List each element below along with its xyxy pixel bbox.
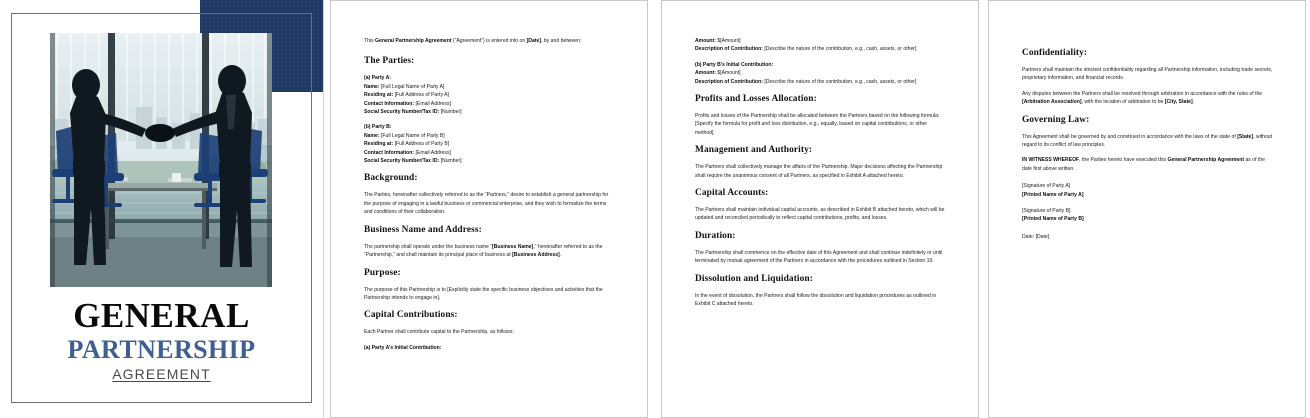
confidentiality-paragraph: Partners shall maintain the strictest confidentiality regarding all Partnership information, including trade secrets, proprietary information, and financial records.	[1022, 67, 1273, 82]
handshake-illustration	[50, 33, 272, 287]
heading-duration: Duration:	[695, 230, 736, 241]
signature-group-party-b	[1022, 207, 1273, 224]
party-b-name: Name: [Full Legal Name of Party B]	[364, 132, 445, 139]
capital-accounts-paragraph: The Partners shall maintain individual capital accounts, as described in Exhibit B attached hereto, which will be updated and reconciled periodically to reflect capital contributions, profits, and losses.	[695, 207, 945, 222]
intro-part-2: (“Agreement”) is entered into on	[451, 38, 527, 44]
page-4-body	[1022, 47, 1273, 241]
heading-background: Background:	[364, 173, 418, 184]
governing-law-paragraph: This Agreement shall be governed by and construed in accordance with the laws of the state of [State], without regard to its conflict of law principles.	[1022, 133, 1273, 149]
heading-capital-accounts: Capital Accounts:	[695, 188, 769, 199]
party-a-ssn: Social Security Number/Tax ID: [Number]	[364, 109, 462, 116]
intro-date-placeholder: [Date]	[526, 38, 542, 44]
business-address-placeholder: [Business Address]	[512, 252, 560, 259]
business-name-paragraph: The partnership shall operate under the business name “[Business Name],” hereinafter referred to as the “Partnership,” and shall maintain its principal place of business at [Business Address].	[364, 243, 603, 259]
management-paragraph: The Partners shall collectively manage the affairs of the Partnership. Major decisions affecting the Partnership shall require the unanimous consent of all Partners, as specified in Exhibit A attached hereto.	[695, 164, 943, 179]
party-a-residing: Residing at: [Full Address of Party A]	[364, 92, 449, 99]
page-3[interactable]	[661, 0, 979, 418]
business-name-placeholder: [Business Name]	[492, 243, 534, 250]
party-b-ssn: Social Security Number/Tax ID: [Number]	[364, 158, 462, 165]
heading-profits-losses: Profits and Losses Allocation:	[695, 94, 817, 105]
heading-parties: The Parties:	[364, 56, 415, 67]
purpose-paragraph: The purpose of this Partnership is to [Explicitly state the specific business objectives and activities that the Partnership intends to engage in].	[364, 286, 603, 301]
date-field[interactable]: Date: [Date]	[1022, 233, 1050, 240]
heading-management-authority: Management and Authority:	[695, 145, 813, 156]
party-b-label: (b) Party B:	[364, 124, 392, 131]
cover-title-block	[11, 297, 312, 384]
witness-paragraph: IN WITNESS WHEREOF, the Parties hereto have executed this General Partnership Agreement as of the date first above written.	[1022, 157, 1266, 172]
signature-group-party-a	[1022, 182, 1273, 199]
party-a-description: Description of Contribution: [Describe the nature of the contribution, e.g., cash, assets, or other]	[695, 46, 917, 53]
printed-name-party-a: [Printed Name of Party A]	[1022, 191, 1084, 198]
party-a-contribution-label: (a) Party A’s Initial Contribution:	[364, 344, 442, 351]
arbitration-location-placeholder: [City, State]	[1164, 99, 1193, 106]
party-b-contribution-label: (b) Party B’s Initial Contribution:	[695, 61, 774, 68]
page-2[interactable]	[330, 0, 648, 418]
party-a-name: Name: [Full Legal Name of Party A]	[364, 83, 445, 90]
page-cover[interactable]	[0, 0, 324, 418]
dissolution-paragraph: In the event of dissolution, the Partners shall follow the dissolution and liquidation procedures as outlined in Exhibit C attached hereto.	[695, 292, 937, 308]
heading-business-name-address: Business Name and Address:	[364, 224, 482, 235]
arbitration-paragraph: Any disputes between the Partners shall be resolved through arbitration in accordance with the rules of the [Arbitration Association], with the location of arbitration to be [City, State].	[1022, 90, 1263, 106]
heading-capital-contributions: Capital Contributions:	[364, 310, 458, 321]
heading-confidentiality: Confidentiality:	[1022, 48, 1088, 58]
signature-block	[1022, 182, 1273, 241]
heading-governing-law: Governing Law:	[1022, 114, 1090, 125]
party-a-contribution-block	[695, 37, 946, 54]
cover-photo-handshake	[50, 33, 272, 287]
party-b-contact: Contact Information: [Email Address]	[364, 149, 451, 156]
party-b-amount: Amount: $[Amount]	[695, 70, 741, 77]
party-a-block	[364, 74, 615, 116]
title-partnership: PARTNERSHIP	[67, 335, 256, 364]
party-b-contribution-block	[695, 61, 946, 86]
duration-paragraph: The Partnership shall commence on the effective date of this Agreement and shall continue indefinitely or until terminated by mutual agreement of the Partners in accordance with the procedures outlined in Section 10.	[695, 249, 943, 265]
in-witness-whereof: IN WITNESS WHEREOF	[1022, 157, 1080, 164]
signature-line-party-b[interactable]: [Signature of Party B]	[1022, 208, 1071, 215]
party-a-amount: Amount: $[Amount]	[695, 38, 741, 44]
party-b-residing: Residing at: [Full Address of Party B]	[364, 141, 450, 148]
intro-part-1: This	[364, 38, 376, 44]
party-a-label: (a) Party A:	[364, 75, 391, 82]
signature-line-party-a[interactable]: [Signature of Party A]	[1022, 183, 1071, 190]
page-3-body	[695, 37, 946, 316]
intro-paragraph	[364, 37, 615, 45]
heading-dissolution-liquidation: Dissolution and Liquidation:	[695, 273, 813, 284]
title-general: GENERAL	[73, 296, 250, 335]
intro-part-3: , by and between:	[541, 38, 582, 44]
intro-agreement-name: General Partnership Agreement	[375, 38, 452, 44]
background-paragraph: The Parties, hereinafter collectively referred to as the “Partners,” desire to establish a general partnership for the purpose of engaging in a lawful business or commercial enterprise, and they wish to formalize the terms and conditions of their collaboration.	[364, 192, 609, 216]
party-b-block	[364, 123, 615, 165]
capital-contributions-intro: Each Partner shall contribute capital to the Partnership, as follows:	[364, 329, 514, 336]
party-a-contact: Contact Information: [Email Address]	[364, 100, 451, 107]
heading-purpose: Purpose:	[364, 267, 401, 278]
party-b-description: Description of Contribution: [Describe the nature of the contribution, e.g., cash, assets, or other]	[695, 78, 917, 85]
state-placeholder: [State]	[1237, 133, 1254, 140]
cover-sheet	[0, 0, 324, 418]
title-agreement: AGREEMENT	[112, 366, 211, 382]
printed-name-party-b: [Printed Name of Party B]	[1022, 216, 1084, 223]
page-4[interactable]	[988, 0, 1306, 418]
arbitration-association-placeholder: [Arbitration Association]	[1022, 99, 1082, 106]
page-2-body	[364, 37, 615, 352]
profits-losses-paragraph: Profits and losses of the Partnership shall be allocated between the Partners based on the following formula: [Specify the formula for profit and loss distribution, e.g., equally, based on capital contributions, or other method].	[695, 113, 940, 136]
